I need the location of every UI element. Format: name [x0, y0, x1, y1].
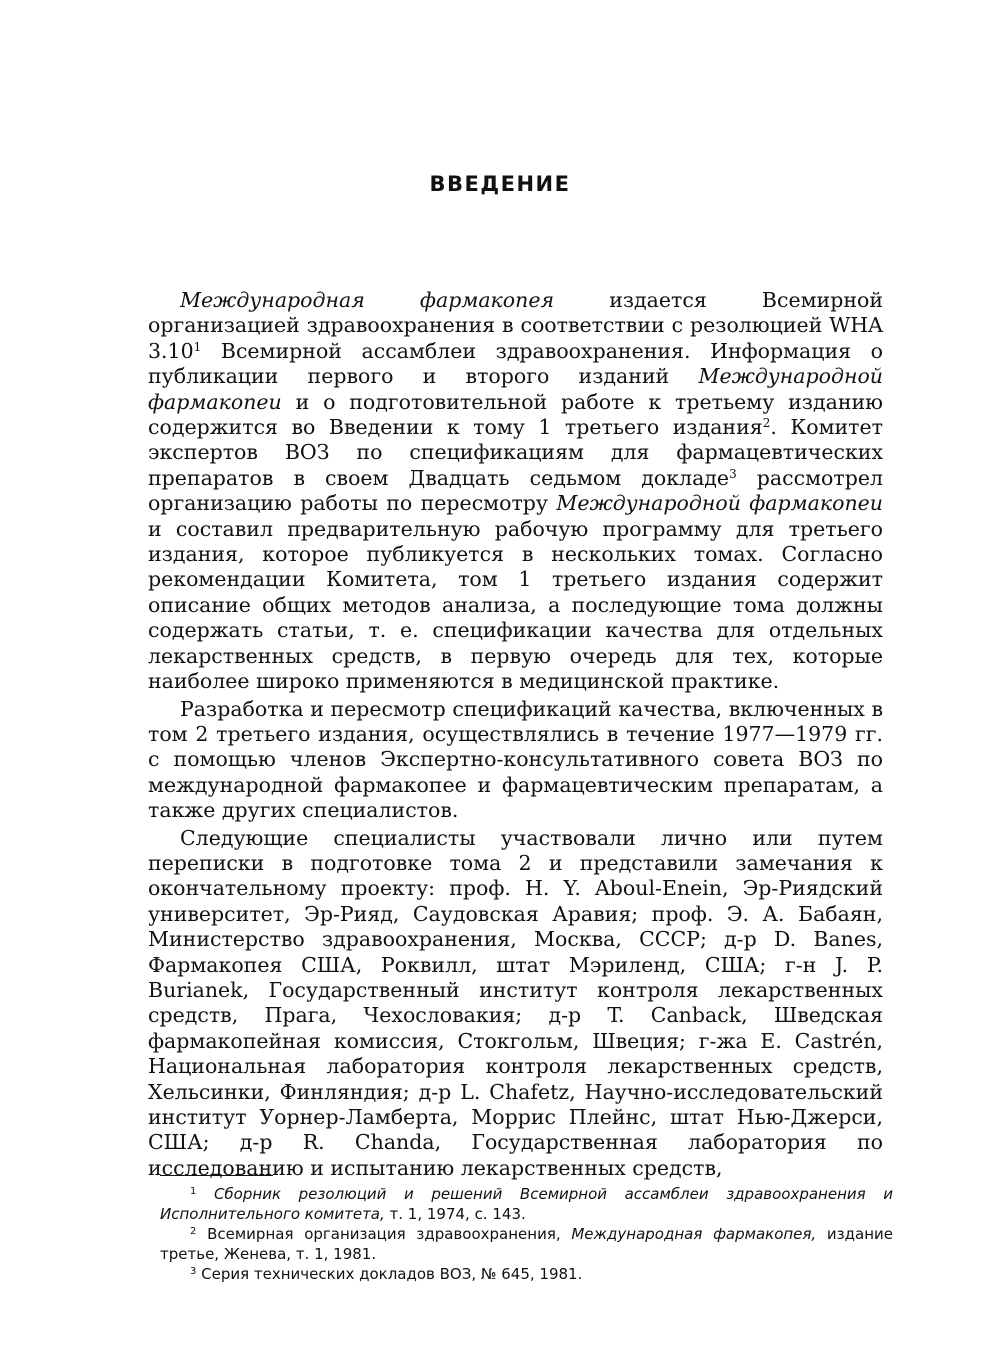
- footnote: [160, 1264, 893, 1284]
- text-run: Разработка и пересмотр спецификаций качества, включенных в том 2 третьего издания, осуществлялись в течение 1977—1979 гг. с помощью членов Экспертно-консультативного совета ВОЗ по международной фармакопее и фармацевтическим препаратам, а также других специалистов.: [148, 696, 883, 823]
- page-title: ВВЕДЕНИЕ: [429, 172, 571, 196]
- footnote-divider: [160, 1175, 273, 1176]
- main-text: [148, 288, 883, 1181]
- footnote-ref: 1: [190, 1186, 197, 1197]
- footnote: [160, 1184, 893, 1224]
- text-run: издается Всемирной организацией здравоохранения в соответствии с резолюцией WHA 3.10: [148, 288, 883, 363]
- italic-text: Сборник резолюций и решений Всемирной ассамблеи здравоохранения и Исполнительного комитета,: [160, 1185, 893, 1223]
- footnotes: [160, 1184, 893, 1284]
- paragraph: [148, 288, 883, 695]
- paragraph: [148, 697, 883, 824]
- text-run: Серия технических докладов ВОЗ, № 645, 1981.: [196, 1265, 583, 1283]
- footnote-ref: 2: [190, 1226, 197, 1237]
- text-run: . Комитет экспертов ВОЗ по спецификациям для фармацевтических препаратов в своем Двадцать седьмом докладе: [148, 415, 883, 490]
- text-run: и составил предварительную рабочую программу для третьего издания, которое публикуется в нескольких томах. Согласно рекомендации Комитета, том 1 третьего издания содержит описание общих методов анализа, а последующие тома должны содержать статьи, т. е. спецификации качества для отдельных лекарственных средств, в первую очередь для тех, которые наиболее широко применяются в медицинской практике.: [148, 516, 883, 694]
- italic-text: Международной фармакопеи: [556, 491, 883, 516]
- footnote-ref: 3: [190, 1266, 197, 1277]
- italic-text: Международная фармакопея: [180, 288, 555, 312]
- text-run: рассмотрел организацию работы по пересмотру: [148, 465, 883, 516]
- text-run: и о подготовительной работе к третьему изданию содержится во Введении к тому 1 третьего издания: [148, 389, 883, 440]
- text-run: т. 1, 1974, с. 143.: [384, 1205, 526, 1223]
- footnote-ref: 2: [762, 416, 771, 431]
- text-run: Следующие специалисты участвовали лично или путем переписки в подготовке тома 2 и представили замечания к окончательному проекту: проф. H. Y. Aboul-Enein, Эр-Риядский университет, Эр-Рияд, Саудовская Аравия; проф. Э. А. Бабаян, Министерство здравоохранения, Москва, СССР; д-р D. Banes, Фармакопея США, Роквилл, штат Мэриленд, США; г-н J. P. Burianek, Государственный институт контроля лекарственных средств, Прага, Чехословакия; д-р T. Canback, Шведская фармакопейная комиссия, Стокгольм, Швеция; г-жа E. Castrén, Национальная лаборатория контроля лекарственных средств, Хельсинки, Финляндия; д-р L. Chafetz, Научно-исследовательский институт Уорнер-Ламберта, Моррис Плейнс, штат Нью-Джерси, США; д-р R. Chanda, Государственная лаборатория по исследованию и испытанию лекарственных средств,: [148, 825, 883, 1180]
- paragraph: [148, 826, 883, 1182]
- text-run: Всемирной ассамблеи здравоохранения. Информация о публикации первого и второго изданий: [148, 338, 883, 389]
- footnote-ref: 3: [729, 466, 737, 481]
- text-run: Всемирная организация здравоохранения,: [196, 1225, 572, 1243]
- italic-text: Международная фармакопея,: [571, 1225, 817, 1243]
- italic-text: Международной фармакопеи: [148, 364, 883, 414]
- text-run: издание третье, Женева, т. 1, 1981.: [160, 1225, 893, 1263]
- footnote-ref: 1: [193, 339, 202, 354]
- footnote: [160, 1224, 893, 1264]
